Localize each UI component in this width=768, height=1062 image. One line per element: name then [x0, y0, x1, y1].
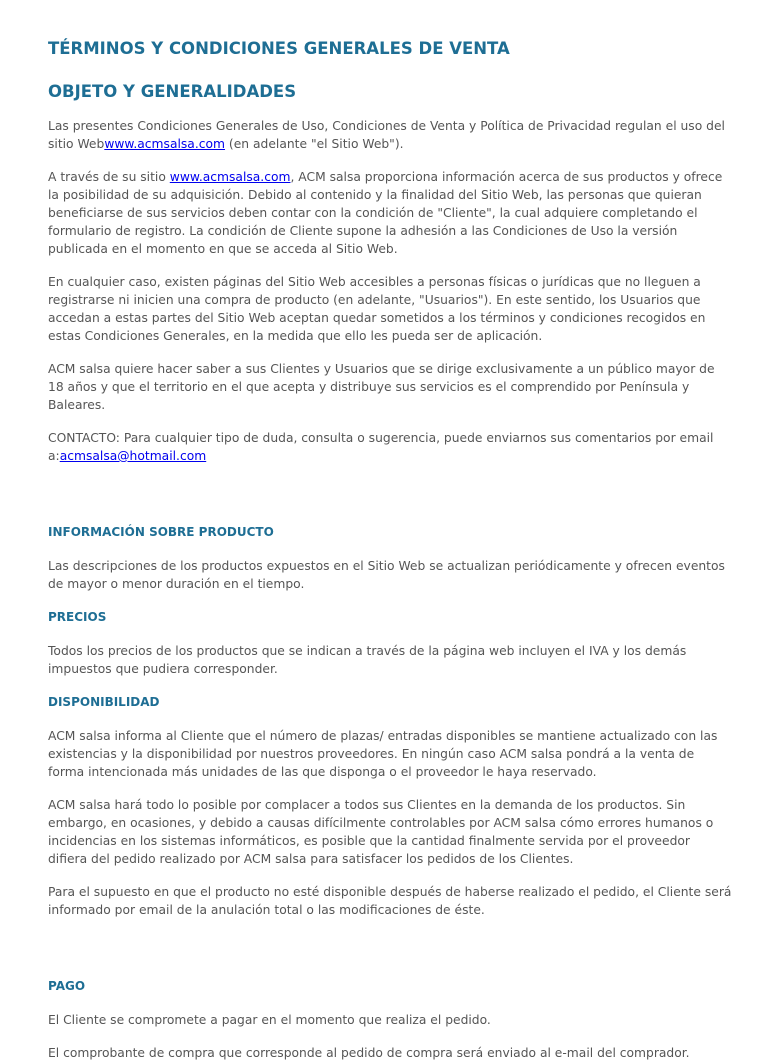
paragraph: ACM salsa informa al Cliente que el número de plazas/ entradas disponibles se mantiene actualizado con las existencias y la disponibilidad por nuestros proveedores. En ningún caso ACM salsa pondrá a la venta de forma intencionada más unidades de las que disponga o el proveedor le haya reservado.	[48, 729, 718, 779]
website-link[interactable]: www.acmsalsa.com	[169, 170, 291, 184]
paragraph: Para el supuesto en que el producto no esté disponible después de haberse realizado el pedido, el Cliente será informado por email de la anulación total o las modificaciones de éste.	[48, 885, 732, 917]
contact-paragraph	[48, 429, 732, 465]
text: Las presentes Condiciones Generales de Uso, Condiciones de Venta y Política de Privacidad regulan el uso del sitio Web	[48, 119, 725, 151]
paragraph: ACM salsa quiere hacer saber a sus Clientes y Usuarios que se dirige exclusivamente a un público mayor de 18 años y que el territorio en el que acepta y distribuye sus servicios es el comprendido por Península y Baleares.	[48, 362, 715, 412]
paragraph	[48, 168, 732, 258]
paragraph: El comprobante de compra que corresponde al pedido de compra será enviado al e-mail del comprador.	[48, 1046, 690, 1060]
page-title: TÉRMINOS Y CONDICIONES GENERALES DE VENTA	[48, 39, 510, 58]
paragraph: Todos los precios de los productos que se indican a través de la página web incluyen el IVA y los demás impuestos que pudiera corresponder.	[48, 644, 687, 676]
website-link[interactable]: www.acmsalsa.com	[104, 137, 226, 151]
paragraph: En cualquier caso, existen páginas del Sitio Web accesibles a personas físicas o jurídicas que no lleguen a registrarse ni inicien una compra de producto (en adelante, "Usuarios"). En este sentido, los Usuarios que accedan a estas partes del Sitio Web aceptan quedar sometidos a los términos y condiciones recogidos en estas Condiciones Generales, en la medida que ello les pueda ser de aplicación.	[48, 275, 706, 343]
section-heading-precios: PRECIOS	[48, 610, 107, 624]
text: , ACM salsa proporciona información acerca de sus productos y ofrece la posibilidad de su adquisición. Debido al contenido y la finalidad del Sitio Web, las personas que quieran beneficiarse de sus servicios deben contar con la condición de "Cliente", la cual adquiere completando el formulario de registro. La condición de Cliente supone la adhesión a las Condiciones de Uso la versión publicada en el momento en que se acceda al Sitio Web.	[48, 170, 723, 256]
section-heading-producto: INFORMACIÓN SOBRE PRODUCTO	[48, 525, 274, 539]
text: (en adelante "el Sitio Web").	[225, 137, 404, 151]
paragraph	[48, 117, 732, 153]
section-heading-pago: PAGO	[48, 979, 86, 993]
email-link[interactable]: acmsalsa@hotmail.com	[59, 449, 207, 463]
section-heading-objeto: OBJETO Y GENERALIDADES	[48, 82, 297, 101]
paragraph: ACM salsa hará todo lo posible por complacer a todos sus Clientes en la demanda de los productos. Sin embargo, en ocasiones, y debido a causas difícilmente controlables por ACM salsa cómo errores humanos o incidencias en los sistemas informáticos, es posible que la cantidad finalmente servida por el proveedor difiera del pedido realizado por ACM salsa para satisfacer los pedidos de los Clientes.	[48, 798, 714, 866]
paragraph: Las descripciones de los productos expuestos en el Sitio Web se actualizan periódicamente y ofrecen eventos de mayor o menor duración en el tiempo.	[48, 559, 725, 591]
spacer	[48, 480, 732, 523]
text: A través de su sitio	[48, 170, 170, 184]
text: CONTACTO: Para cualquier tipo de duda, consulta o sugerencia, puede enviarnos sus comentarios por email a:	[48, 431, 714, 463]
spacer	[48, 934, 732, 977]
section-heading-disponibilidad: DISPONIBILIDAD	[48, 695, 160, 709]
paragraph: El Cliente se compromete a pagar en el momento que realiza el pedido.	[48, 1013, 491, 1027]
